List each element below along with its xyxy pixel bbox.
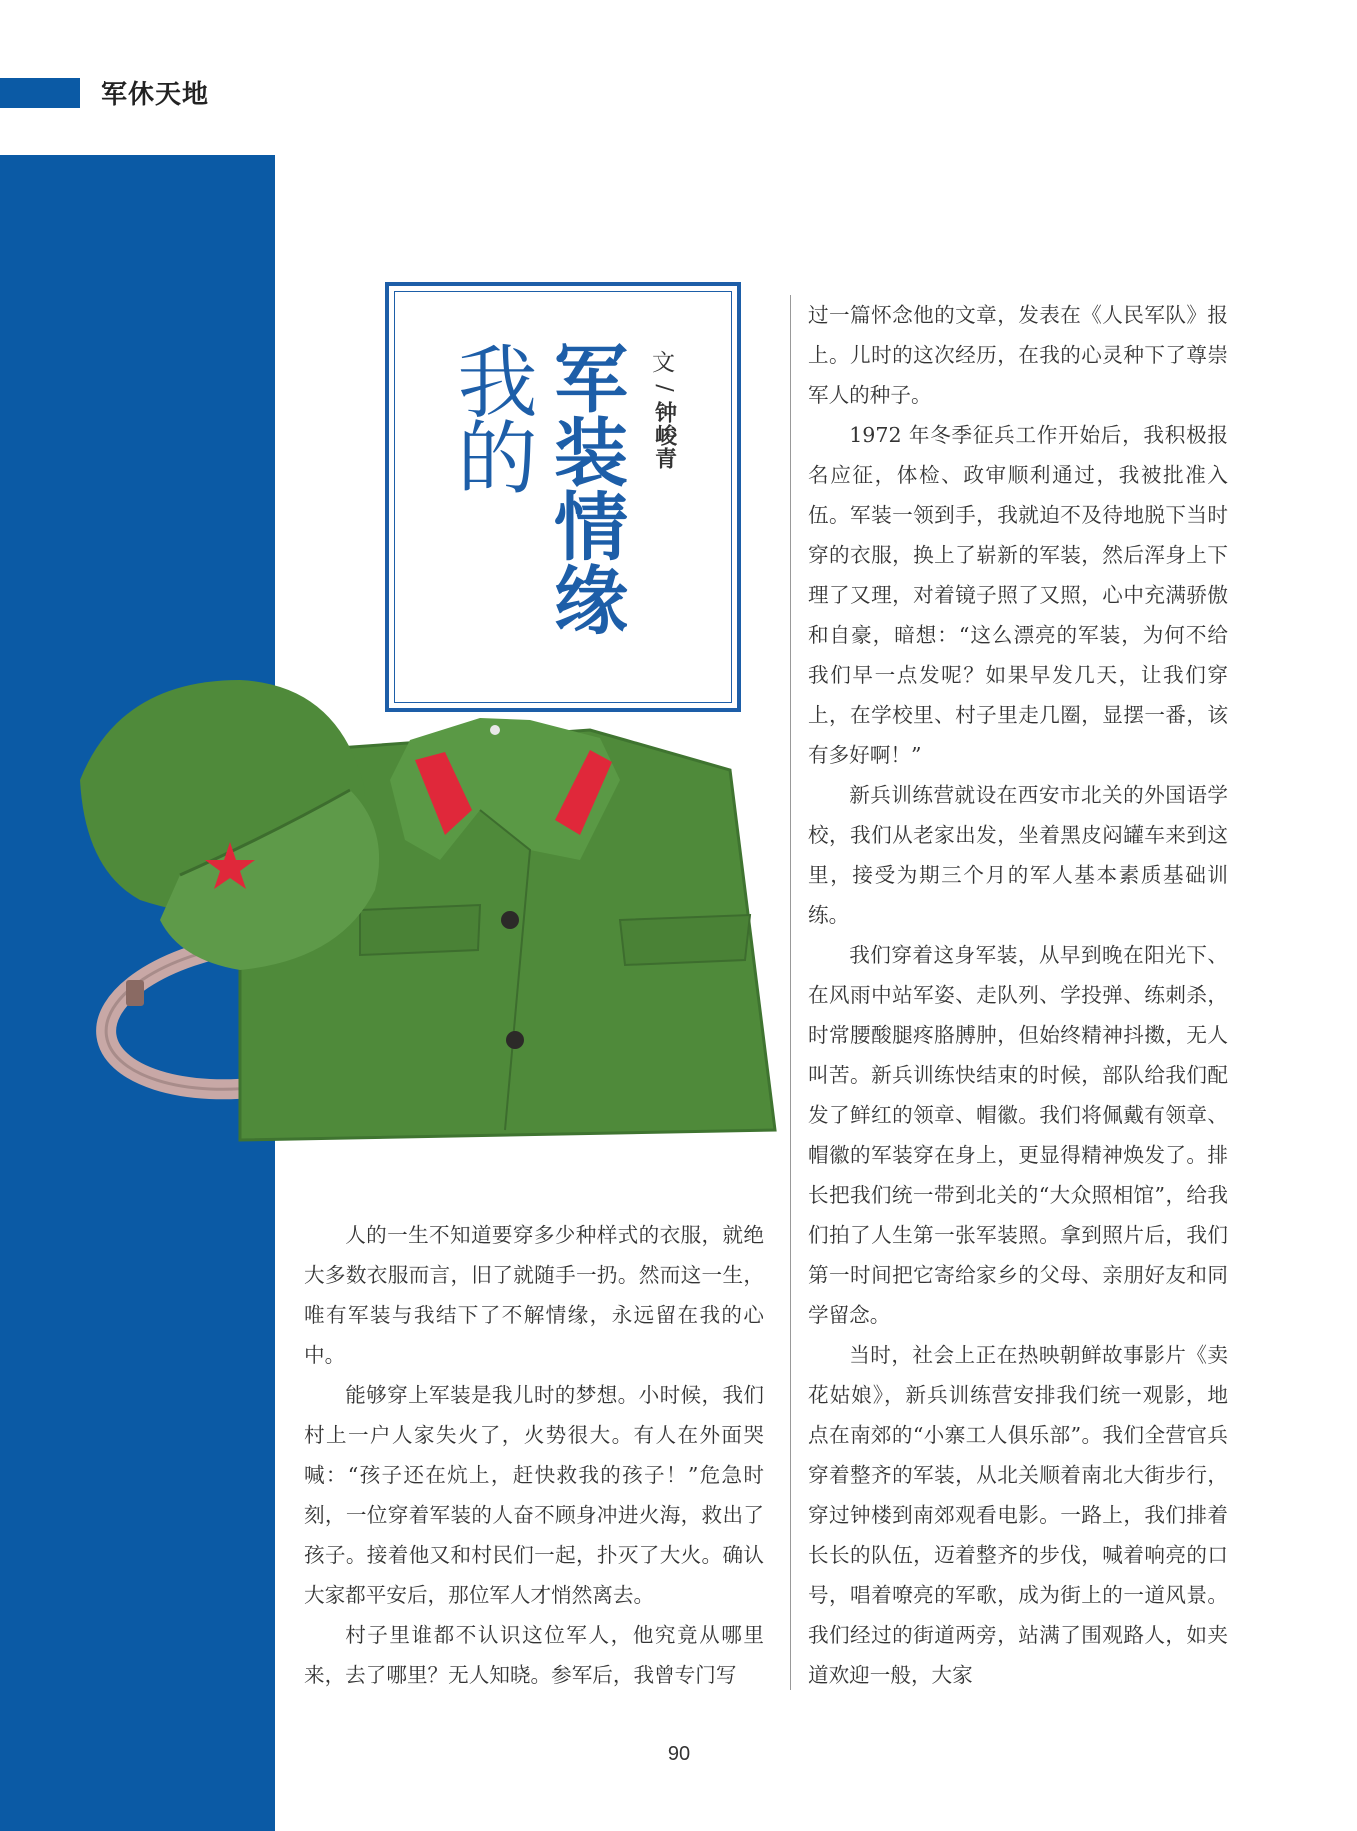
article-title-part2: 军装情缘 (542, 340, 628, 636)
byline-label: 文 (652, 350, 675, 376)
paragraph-continuation: 过一篇怀念他的文章，发表在《人民军队》报上。儿时的这次经历，在我的心灵种下了尊崇军人的种子。 (808, 303, 1228, 407)
right-column (808, 295, 1228, 1695)
header-accent-bar (0, 78, 80, 108)
paragraph: 新兵训练营就设在西安市北关的外国语学校，我们从老家出发，坐着黑皮闷罐车来到这里，接受为期三个月的军人基本素质基础训练。 (808, 783, 1228, 927)
column-divider (790, 295, 791, 1690)
byline-slash: / (651, 384, 677, 392)
article-title-part1: 我的 (444, 340, 537, 492)
author-name: 钟峻青 (651, 401, 677, 470)
paragraph: 村子里谁都不认识这位军人，他究竟从哪里来，去了哪里？无人知晓。参军后，我曾专门写 (304, 1623, 764, 1687)
byline (652, 352, 675, 470)
paragraph: 我们穿着这身军装，从早到晚在阳光下、在风雨中站军姿、走队列、学投弹、练刺杀，时常腰酸腿疼胳膊肿，但始终精神抖擞，无人叫苦。新兵训练快结束的时候，部队给我们配发了鲜红的领章、帽徽。我们将佩戴有领章、帽徽的军装穿在身上，更显得精神焕发了。排长把我们统一带到北关的“大众照相馆”，给我们拍了人生第一张军装照。拿到照片后，我们第一时间把它寄给家乡的父母、亲朋好友和同学留念。 (808, 943, 1228, 1327)
paragraph: 1972 年冬季征兵工作开始后，我积极报名应征，体检、政审顺利通过，我被批准入伍。军装一领到手，我就迫不及待地脱下当时穿的衣服，换上了崭新的军装，然后浑身上下理了又理，对着镜子照了又照，心中充满骄傲和自豪，暗想：“这么漂亮的军装，为何不给我们早一点发呢？如果早发几天，让我们穿上，在学校里、村子里走几圈，显摆一番，该有多好啊！” (808, 423, 1228, 767)
left-column (304, 1215, 764, 1695)
paragraph: 当时，社会上正在热映朝鲜故事影片《卖花姑娘》，新兵训练营安排我们统一观影，地点在南郊的“小寨工人俱乐部”。我们全营官兵穿着整齐的军装，从北关顺着南北大街步行，穿过钟楼到南郊观看电影。一路上，我们排着长长的队伍，迈着整齐的步伐，喊着响亮的口号，唱着嘹亮的军歌，成为街上的一道风景。我们经过的街道两旁，站满了围观路人，如夹道欢迎一般，大家 (808, 1343, 1228, 1687)
military-uniform-photo (60, 660, 800, 1160)
cap (80, 680, 379, 970)
paragraph: 能够穿上军装是我儿时的梦想。小时候，我们村上一户人家失火了，火势很大。有人在外面哭喊：“孩子还在炕上，赶快救我的孩子！”危急时刻，一位穿着军装的人奋不顾身冲进火海，救出了孩子。接着他又和村民们一起，扑灭了大火。确认大家都平安后，那位军人才悄然离去。 (304, 1383, 764, 1607)
paragraph: 人的一生不知道要穿多少种样式的衣服，就绝大多数衣服而言，旧了就随手一扔。然而这一生，唯有军装与我结下了不解情缘，永远留在我的心中。 (304, 1223, 764, 1367)
page-number: 90 (667, 1743, 691, 1765)
section-title: 军休天地 (101, 80, 210, 110)
